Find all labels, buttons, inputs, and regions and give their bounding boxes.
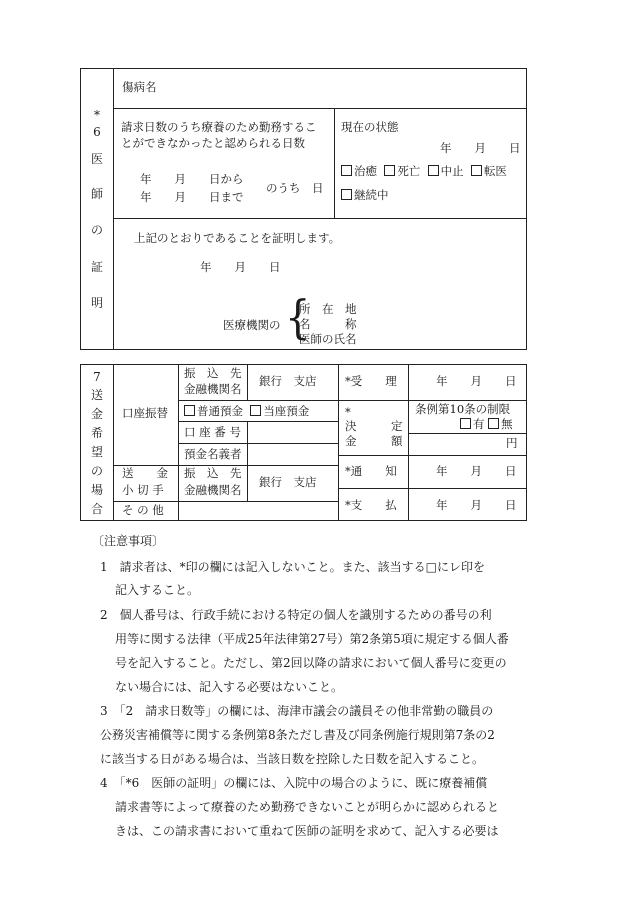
divider <box>408 364 409 521</box>
doctor-side-label-4: の <box>90 223 103 237</box>
yen-unit: 円 <box>506 436 518 450</box>
limit-yes-option[interactable] <box>460 417 485 431</box>
status-option-label: 中止 <box>440 164 464 178</box>
deposit-label: 普通預金 <box>197 404 243 418</box>
of-which-days: のうち 日 <box>266 181 324 195</box>
remit-side-label-3: 希 <box>90 426 103 440</box>
checkbox-icon[interactable] <box>428 165 439 176</box>
remit-side-label-4: 望 <box>90 445 103 459</box>
divider <box>334 108 335 218</box>
note-line: 1 請求者は、*印の欄には記入しないこと。また、該当する□にレ印を <box>100 560 485 574</box>
checkbox-icon[interactable] <box>488 418 499 429</box>
check-label-1: 送 金 <box>122 466 168 480</box>
notice-date: 年 月 日 <box>436 464 517 478</box>
status-option-label: 死亡 <box>397 164 421 178</box>
status-option-label: 治癒 <box>354 164 377 178</box>
note-line: 2 個人番号は、行政手続における特定の個人を識別するための番号の利 <box>100 608 492 622</box>
remit-side-label-1: 送 <box>90 388 103 402</box>
note-line: ない場合には、記入する必要はないこと。 <box>115 680 344 694</box>
limit-text: 条例第10条の制限 <box>415 402 511 416</box>
institution-address: 所 在 地 <box>299 302 357 316</box>
checkbox-icon[interactable] <box>250 405 261 416</box>
check-label-2: 小 切 手 <box>122 483 164 497</box>
divider <box>113 501 338 502</box>
receipt-label: *受 理 <box>345 374 397 388</box>
deposit-ordinary-option[interactable] <box>184 404 243 418</box>
account-holder-label: 預金名義者 <box>184 447 242 461</box>
remit-side-label-0: 7 <box>93 370 101 384</box>
limit-label: 有 <box>473 417 485 431</box>
dest-label-1: 振 込 先 <box>184 366 242 380</box>
decision-label-1: 決 定 <box>345 419 403 433</box>
status-date: 年 月 日 <box>440 141 521 155</box>
doctor-side-divider <box>113 68 114 350</box>
account-number-label: 口 座 番 号 <box>184 425 241 439</box>
remit-side-label-7: 合 <box>90 502 103 516</box>
divider <box>338 364 339 521</box>
certify-statement: 上記のとおりであることを証明します。 <box>134 231 341 245</box>
remit-side-label-5: の <box>90 464 103 478</box>
checkbox-icon[interactable] <box>384 165 395 176</box>
institution-label: 医療機関の <box>223 318 281 332</box>
dest2-label-2: 金融機関名 <box>184 483 242 497</box>
status-option-cure[interactable] <box>341 164 377 178</box>
payment-label: *支 払 <box>345 498 397 512</box>
status-options-row <box>341 165 507 178</box>
doctor-side-label-2: 医 <box>90 152 103 166</box>
receipt-date: 年 月 日 <box>436 374 517 388</box>
notes-heading: 〔注意事項〕 <box>92 534 165 548</box>
remit-side-label-2: 金 <box>90 407 103 421</box>
current-status-label: 現在の状態 <box>341 120 399 134</box>
doctor-side-label-0: * <box>94 108 100 122</box>
checkbox-icon[interactable] <box>341 189 352 200</box>
doctor-side-label-3: 師 <box>90 187 103 201</box>
divider <box>247 465 248 501</box>
payment-date: 年 月 日 <box>436 498 517 512</box>
note-line: に該当する日がある場合は、当該日数を控除した日数を記入すること。 <box>100 752 485 766</box>
from-date-line: 年 月 日から <box>140 172 244 186</box>
divider <box>178 421 338 422</box>
bank-branch-2: 銀行 支店 <box>259 475 317 489</box>
notice-label: *通 知 <box>345 464 397 478</box>
deposit-type-row <box>184 405 309 418</box>
status-option-label: 転医 <box>483 164 507 178</box>
note-line: 3 「2 請求日数等」の欄には、海津市議会の議員その他非常勤の職員の <box>100 704 494 718</box>
status-option-label: 継続中 <box>354 188 389 202</box>
checkbox-icon[interactable] <box>460 418 471 429</box>
doctor-side-label-1: 6 <box>93 125 101 139</box>
divider <box>178 443 338 444</box>
account-transfer-label: 口座振替 <box>122 406 168 420</box>
status-option-stop[interactable] <box>428 164 464 178</box>
checkbox-icon[interactable] <box>341 165 352 176</box>
deposit-label: 当座預金 <box>263 404 310 418</box>
status-option-transfer[interactable] <box>471 164 507 178</box>
divider <box>338 488 527 489</box>
disease-name-label: 傷病名 <box>122 80 157 94</box>
remit-side-label-6: 場 <box>90 483 103 497</box>
divider <box>247 364 248 400</box>
decision-star: * <box>345 405 351 419</box>
divider <box>113 218 527 219</box>
status-option-death[interactable] <box>384 164 420 178</box>
certify-date: 年 月 日 <box>200 260 281 274</box>
dest2-label-1: 振 込 先 <box>184 466 242 480</box>
note-line: 公務災害補償等に関する条例第8条ただし書及び同条例施行規則第7条の2 <box>100 728 495 742</box>
deposit-checking-option[interactable] <box>250 404 309 418</box>
doctor-side-label-6: 明 <box>90 296 103 310</box>
limit-options <box>460 418 513 431</box>
days-label-line1: 請求日数のうち療養のため勤務するこ <box>121 120 317 134</box>
decision-label-2: 金 額 <box>345 434 403 448</box>
status-option-continue[interactable] <box>341 189 389 202</box>
note-line: 記入すること。 <box>115 583 200 597</box>
days-label-line2: とができなかったと認められる日数 <box>121 136 305 150</box>
to-date-line: 年 月 日まで <box>140 190 244 204</box>
institution-name: 名 称 <box>299 317 357 331</box>
note-line: 4 「*6 医師の証明」の欄には、入院中の場合のように、既に療養補償 <box>100 776 488 790</box>
limit-label: 無 <box>501 417 513 431</box>
brace-icon: { <box>285 291 311 345</box>
other-label: そ の 他 <box>122 503 164 517</box>
note-line: きは、この請求書において重ねて医師の証明を求めて、記入する必要は <box>115 824 499 838</box>
dest-label-2: 金融機関名 <box>184 382 242 396</box>
note-line: 用等に関する法律（平成25年法律第27号）第2条第5項に規定する個人番 <box>115 632 509 646</box>
divider <box>408 433 527 434</box>
divider <box>178 400 338 401</box>
doctor-name: 医師の氏名 <box>299 332 357 346</box>
checkbox-icon[interactable] <box>471 165 482 176</box>
divider <box>113 364 114 521</box>
limit-no-option[interactable] <box>488 417 513 431</box>
divider <box>338 400 527 401</box>
note-line: 請求書等によって療養のため勤務できないことが明らかに認められると <box>115 800 500 814</box>
checkbox-icon[interactable] <box>184 405 195 416</box>
bank-branch: 銀行 支店 <box>259 374 317 388</box>
doctor-side-label-5: 証 <box>90 260 103 274</box>
note-line: 号を記入すること。ただし、第2回以降の請求において個人番号に変更の <box>115 656 507 670</box>
divider <box>338 455 527 456</box>
divider <box>113 108 527 109</box>
